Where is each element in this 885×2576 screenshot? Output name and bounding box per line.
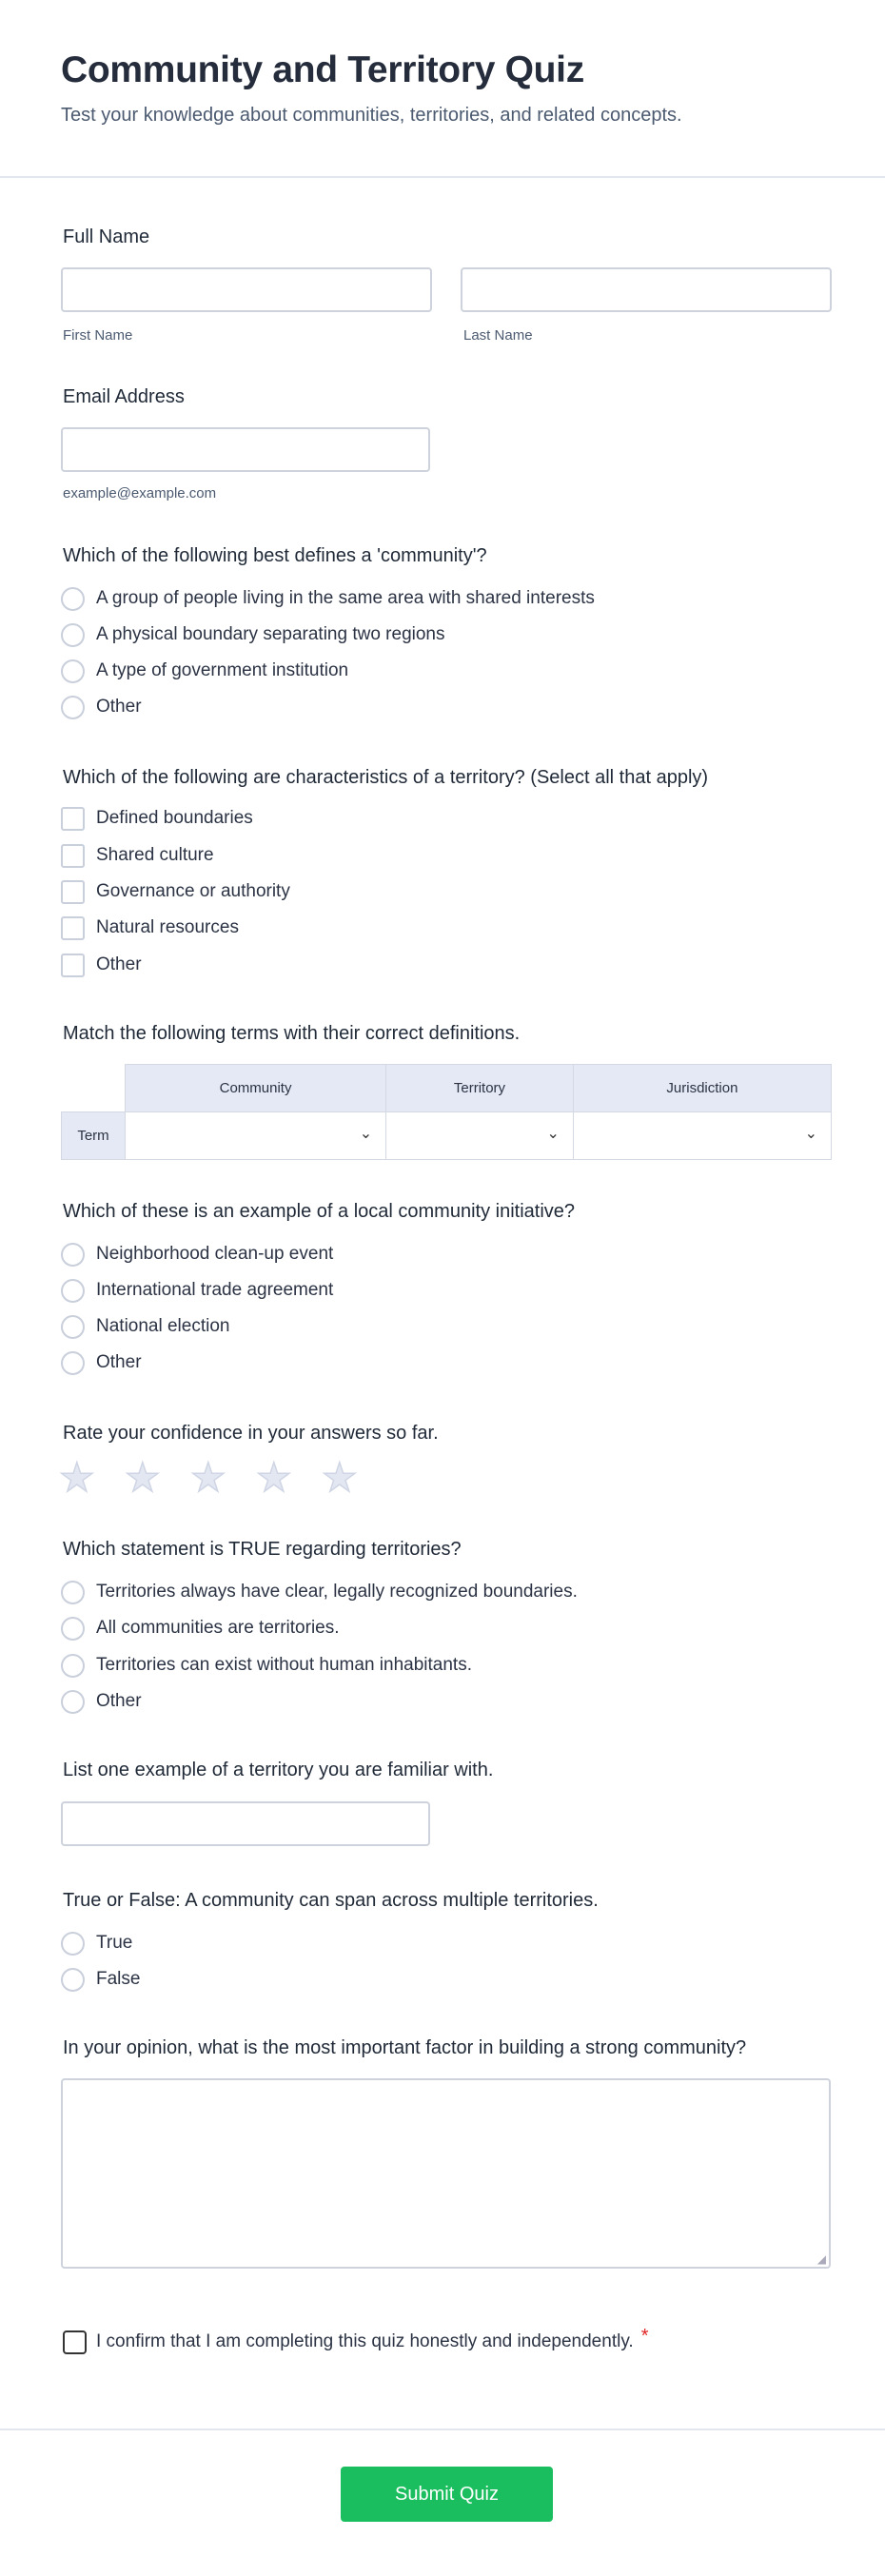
radio-button[interactable] — [61, 587, 85, 611]
submit-button[interactable]: Submit Quiz — [341, 2467, 553, 2522]
q4-option[interactable] — [61, 1578, 578, 1606]
option-label: Natural resources — [96, 917, 239, 937]
option-label: A type of government institution — [96, 660, 349, 680]
last-name-sublabel: Last Name — [463, 327, 533, 344]
radio-button[interactable] — [61, 1690, 85, 1714]
email-input[interactable] — [61, 427, 430, 472]
q4-option[interactable] — [61, 1651, 472, 1680]
checkbox[interactable] — [61, 807, 85, 831]
option-label: Defined boundaries — [96, 808, 253, 828]
option-label: Other — [96, 697, 142, 717]
option-label: True — [96, 1933, 133, 1953]
territory-example-input[interactable] — [61, 1801, 430, 1846]
matrix-select[interactable] — [573, 1112, 831, 1160]
q4-option[interactable] — [61, 1614, 340, 1642]
checkbox[interactable] — [61, 954, 85, 977]
q6-label: True or False: A community can span across multiple territories. — [63, 1890, 599, 1911]
radio-button[interactable] — [61, 1243, 85, 1267]
star-icon[interactable]: ★ — [256, 1455, 292, 1500]
opinion-textarea[interactable] — [61, 2078, 831, 2269]
radio-button[interactable] — [61, 1617, 85, 1641]
first-name-sublabel: First Name — [63, 327, 133, 344]
radio-button[interactable] — [61, 659, 85, 683]
chevron-down-icon: ⌄ — [546, 1126, 560, 1142]
checkbox[interactable] — [61, 916, 85, 940]
radio-button[interactable] — [61, 1279, 85, 1303]
option-label: Neighborhood clean-up event — [96, 1244, 334, 1264]
q6-option[interactable] — [61, 1929, 132, 1957]
checkbox[interactable] — [61, 844, 85, 868]
option-label: Shared culture — [96, 845, 214, 865]
matrix-column-header: Territory — [386, 1065, 574, 1112]
last-name-input[interactable] — [461, 267, 832, 312]
option-label: International trade agreement — [96, 1280, 334, 1300]
footer-divider — [0, 2429, 885, 2430]
confirm-checkbox[interactable] — [63, 2330, 87, 2354]
matrix-column-header: Community — [126, 1065, 386, 1112]
chevron-down-icon: ⌄ — [804, 1126, 817, 1142]
option-label: Governance or authority — [96, 881, 290, 901]
option-label: False — [96, 1969, 141, 1989]
radio-button[interactable] — [61, 1968, 85, 1992]
option-label: National election — [96, 1316, 230, 1336]
header-divider — [0, 176, 885, 178]
page-title: Community and Territory Quiz — [61, 49, 584, 90]
option-label: Other — [96, 954, 142, 974]
q7-label: In your opinion, what is the most important factor in building a strong community? — [63, 2037, 747, 2058]
matrix-label: Match the following terms with their correct definitions. — [63, 1023, 521, 1044]
q2-option[interactable] — [61, 804, 253, 833]
star-icon[interactable]: ★ — [190, 1455, 226, 1500]
star-icon[interactable]: ★ — [322, 1455, 358, 1500]
option-label: A group of people living in the same area with shared interests — [96, 588, 595, 608]
matrix-select[interactable] — [386, 1112, 574, 1160]
full-name-label: Full Name — [63, 226, 150, 247]
matrix-table — [61, 1064, 832, 1160]
option-label: All communities are territories. — [96, 1618, 340, 1638]
q2-option[interactable] — [61, 951, 142, 979]
matrix-corner — [62, 1065, 126, 1112]
q4-option[interactable] — [61, 1687, 142, 1716]
confirm-checkbox-row[interactable] — [63, 2325, 649, 2356]
required-asterisk: * — [640, 2325, 649, 2347]
option-label: Territories always have clear, legally recognized boundaries. — [96, 1582, 578, 1602]
rating-label: Rate your confidence in your answers so far. — [63, 1423, 439, 1444]
resize-handle-icon[interactable]: ◢ — [816, 2252, 826, 2266]
option-label: Other — [96, 1691, 142, 1711]
email-sublabel: example@example.com — [63, 485, 217, 501]
radio-button[interactable] — [61, 1581, 85, 1604]
matrix-select[interactable] — [126, 1112, 386, 1160]
q5-label: List one example of a territory you are familiar with. — [63, 1760, 494, 1780]
q2-label: Which of the following are characteristics of a territory? (Select all that apply) — [63, 767, 709, 788]
q3-option[interactable] — [61, 1240, 333, 1268]
email-label: Email Address — [63, 386, 185, 407]
chevron-down-icon: ⌄ — [359, 1126, 373, 1142]
q6-option[interactable] — [61, 1965, 140, 1994]
option-label: A physical boundary separating two regions — [96, 624, 445, 644]
q1-option[interactable] — [61, 693, 142, 721]
radio-button[interactable] — [61, 1654, 85, 1678]
radio-button[interactable] — [61, 623, 85, 647]
page-subtitle: Test your knowledge about communities, territories, and related concepts. — [61, 105, 682, 126]
star-icon[interactable]: ★ — [125, 1455, 161, 1500]
first-name-input[interactable] — [61, 267, 432, 312]
matrix-column-header: Jurisdiction — [573, 1065, 831, 1112]
option-label: Territories can exist without human inhabitants. — [96, 1655, 472, 1675]
q1-option[interactable] — [61, 657, 348, 685]
radio-button[interactable] — [61, 696, 85, 719]
radio-button[interactable] — [61, 1351, 85, 1375]
q2-option[interactable] — [61, 877, 290, 906]
checkbox[interactable] — [61, 880, 85, 904]
star-rating — [59, 1454, 387, 1501]
q2-option[interactable] — [61, 841, 214, 870]
q2-option[interactable] — [61, 914, 239, 942]
q1-label: Which of the following best defines a 'community'? — [63, 545, 487, 566]
q3-option[interactable] — [61, 1312, 229, 1341]
q3-option[interactable] — [61, 1276, 333, 1305]
q3-label: Which of these is an example of a local community initiative? — [63, 1201, 576, 1222]
radio-button[interactable] — [61, 1932, 85, 1956]
star-icon[interactable]: ★ — [59, 1455, 95, 1500]
q1-option[interactable] — [61, 584, 595, 613]
option-label: Other — [96, 1352, 142, 1372]
q3-option[interactable] — [61, 1348, 142, 1377]
matrix-row-label: Term — [62, 1112, 126, 1160]
q1-option[interactable] — [61, 620, 445, 649]
radio-button[interactable] — [61, 1315, 85, 1339]
confirm-label: I confirm that I am completing this quiz honestly and independently. — [96, 2331, 634, 2351]
q4-label: Which statement is TRUE regarding territories? — [63, 1539, 462, 1560]
